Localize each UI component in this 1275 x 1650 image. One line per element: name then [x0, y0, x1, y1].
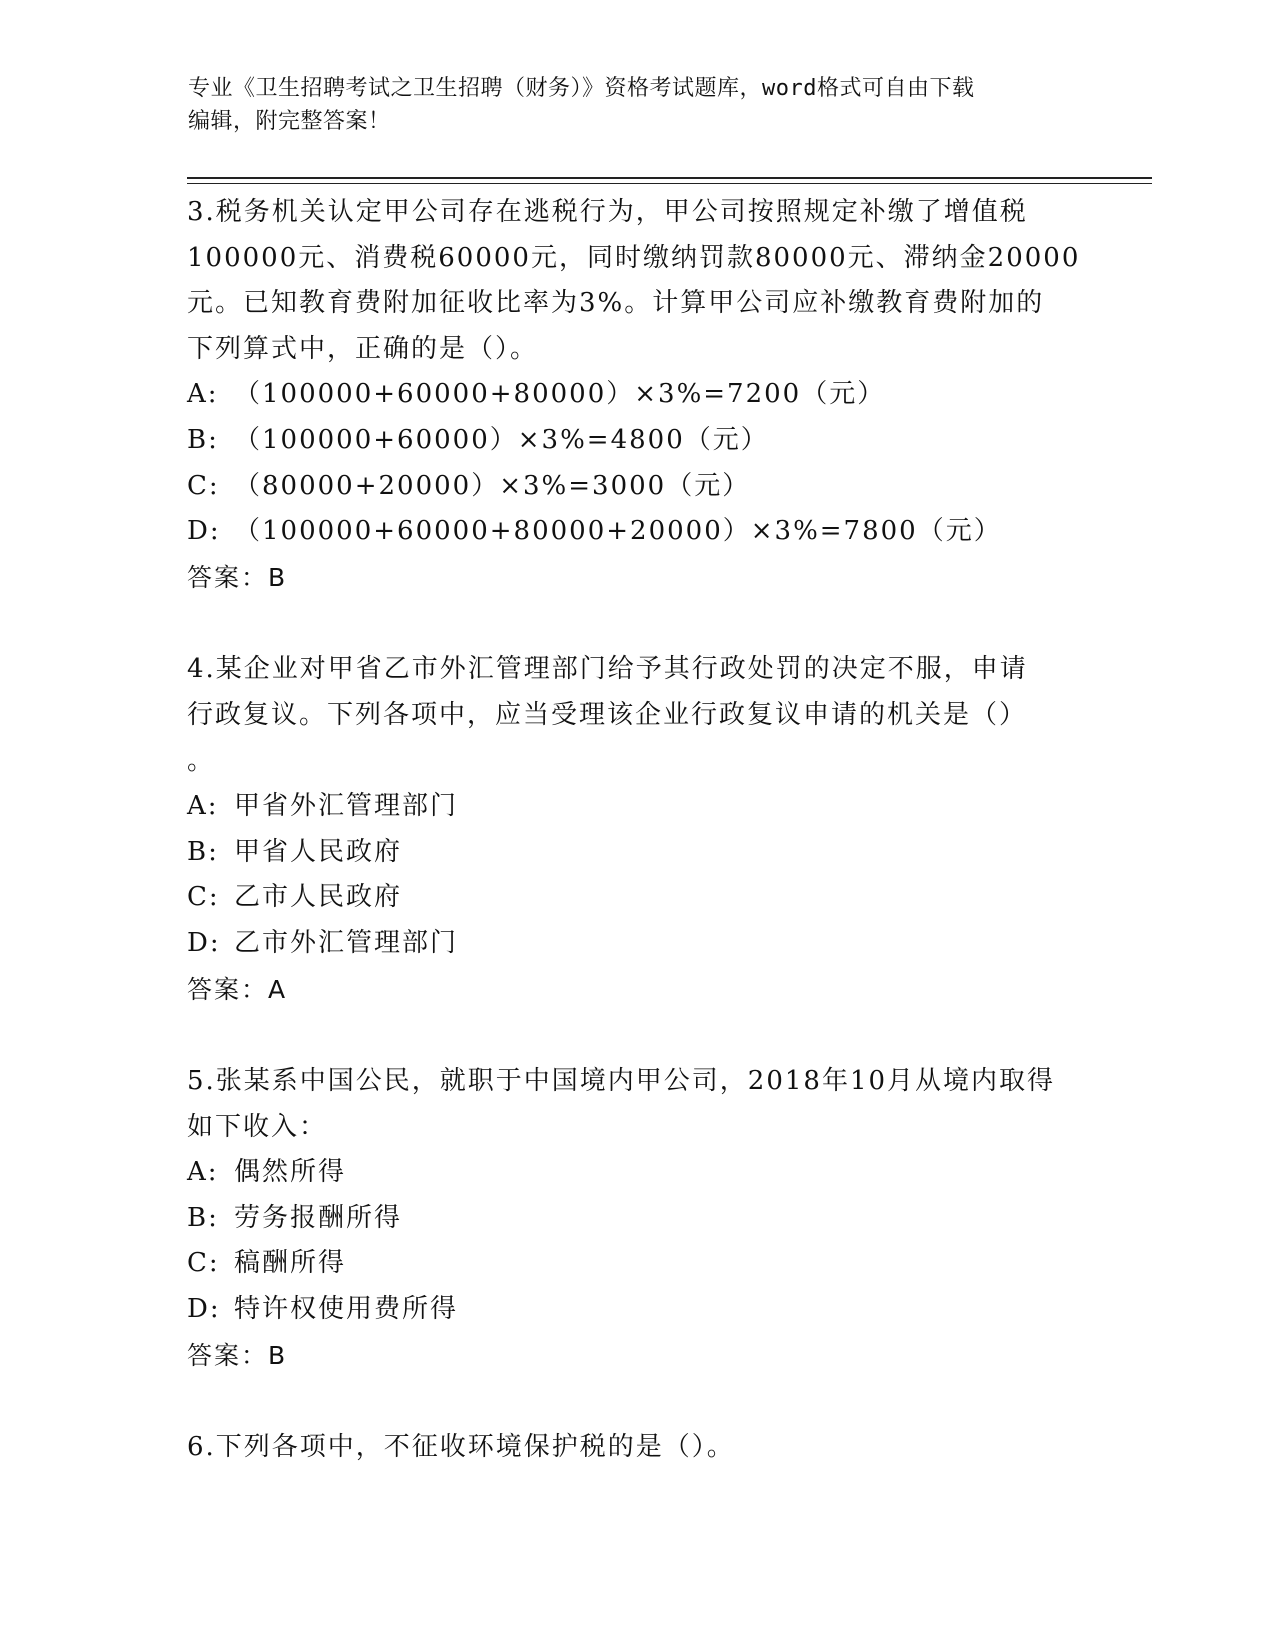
option-text: （100000+60000+80000）×3%=7200（元） [234, 379, 886, 410]
question-6 [187, 1425, 1087, 1471]
question-text-line: 4.某企业对甲省乙市外汇管理部门给予其行政处罚的决定不服，申请 [187, 654, 1028, 685]
option-d [187, 509, 1087, 555]
question-text-line: 行政复议。下列各项中，应当受理该企业行政复议申请的机关是（） [187, 699, 1028, 730]
option-text: （100000+60000+80000+20000）×3%=7800（元） [234, 516, 1002, 547]
question-list [187, 190, 1087, 1471]
option-label: A: [187, 1157, 219, 1188]
option-text: 稿酬所得 [234, 1248, 347, 1279]
answer-line: 答案：B [187, 562, 288, 592]
option-text: 特许权使用费所得 [234, 1294, 459, 1325]
question-text-line: 5.张某系中国公民，就职于中国境内甲公司，2018年10月从境内取得 [187, 1066, 1056, 1097]
document-header [188, 72, 1088, 138]
option-label: D: [187, 1294, 221, 1325]
question-text-line: 元。已知教育费附加征收比率为3%。计算甲公司应补缴教育费附加的 [187, 288, 1045, 319]
question-text-line: 下列算式中，正确的是（）。 [187, 333, 539, 364]
option-a [187, 1150, 1087, 1196]
question-5 [187, 1059, 1087, 1378]
spacer [187, 600, 1087, 647]
question-text-line: 6.下列各项中，不征收环境保护税的是（）。 [187, 1432, 735, 1463]
option-label: C: [187, 1248, 220, 1279]
spacer [187, 1378, 1087, 1425]
option-label: B: [187, 424, 219, 455]
option-b [187, 1196, 1087, 1242]
question-text-line: 3.税务机关认定甲公司存在逃税行为，甲公司按照规定补缴了增值税 [187, 197, 1028, 227]
option-label: C: [187, 470, 220, 501]
option-label: B: [187, 836, 219, 867]
option-label: B: [187, 1202, 219, 1233]
option-c [187, 875, 1087, 921]
question-text-line: 100000元、消费税60000元，同时缴纳罚款80000元、滞纳金20000 [187, 242, 1081, 273]
spacer [187, 1012, 1087, 1059]
option-label: A: [187, 379, 219, 410]
option-text: （100000+60000）×3%=4800（元） [234, 424, 769, 455]
option-text: 甲省外汇管理部门 [234, 791, 459, 822]
option-a [187, 784, 1087, 830]
question-3 [187, 190, 1087, 600]
header-divider-thin [187, 183, 1152, 184]
option-c [187, 1241, 1087, 1287]
header-line-1: 专业《卫生招聘考试之卫生招聘（财务）》资格考试题库，word格式可自由下载 [188, 76, 975, 101]
option-text: （80000+20000）×3%=3000（元） [234, 470, 751, 501]
question-text-line: 如下收入： [187, 1111, 328, 1142]
option-label: A: [187, 791, 219, 822]
answer-line: 答案：A [187, 974, 288, 1004]
header-line-2: 编辑，附完整答案！ [188, 109, 391, 134]
option-label: C: [187, 882, 220, 913]
option-text: 乙市外汇管理部门 [234, 927, 459, 958]
option-a [187, 372, 1087, 418]
option-label: D: [187, 516, 221, 547]
option-b [187, 830, 1087, 876]
option-text: 偶然所得 [234, 1157, 347, 1188]
option-text: 甲省人民政府 [234, 836, 403, 867]
answer-line: 答案：B [187, 1340, 288, 1370]
question-4 [187, 647, 1087, 1012]
option-text: 乙市人民政府 [234, 882, 403, 913]
option-b [187, 418, 1087, 464]
option-c [187, 464, 1087, 510]
option-label: D: [187, 927, 221, 958]
option-d [187, 1287, 1087, 1333]
option-text: 劳务报酬所得 [234, 1202, 403, 1233]
option-d [187, 921, 1087, 967]
question-text-line: 。 [187, 745, 216, 776]
header-divider-thick [187, 177, 1152, 179]
